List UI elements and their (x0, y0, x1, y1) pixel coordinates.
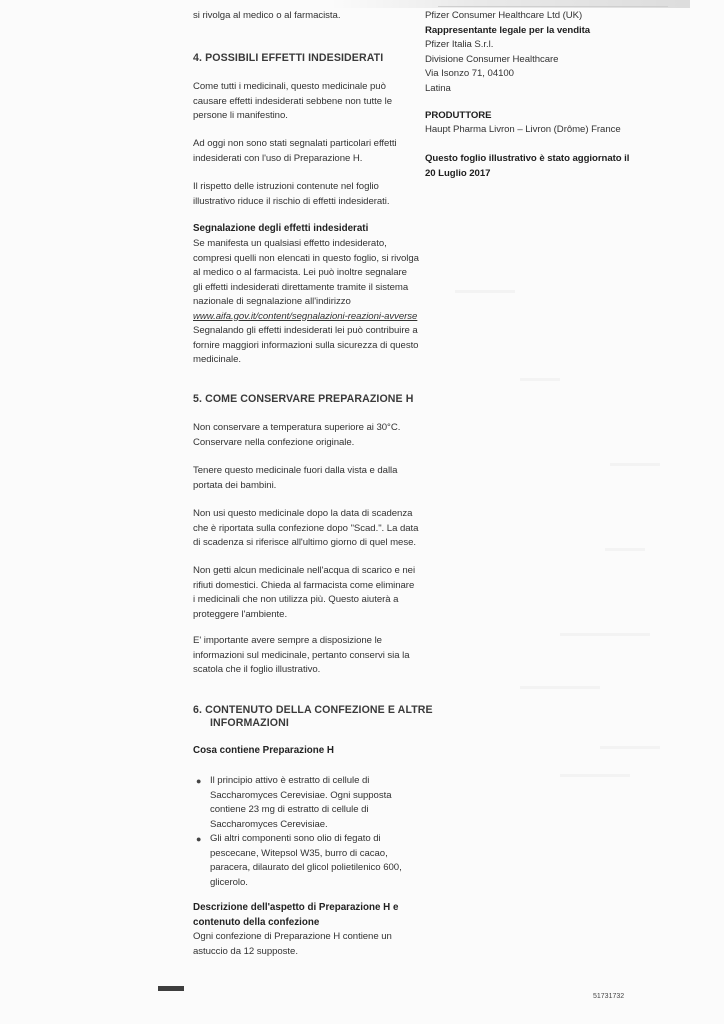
text-line: Segnalando gli effetti indesiderati lei può contribuire a (193, 325, 418, 336)
section-6-heading: 6. CONTENUTO DELLA CONFEZIONE E ALTRE (193, 704, 433, 716)
text-line: fornire maggiori informazioni sulla sicurezza di questo (193, 339, 419, 351)
list-item (193, 774, 402, 832)
bleed-through-mark (600, 746, 660, 749)
text-line: scatola che il foglio illustrativo. (193, 664, 321, 675)
text-line: Questo foglio illustrativo è stato aggiornato il (425, 153, 630, 164)
sec5-paragraph (193, 421, 400, 450)
text-line: Ad oggi non sono stati segnalati particolari effetti (193, 138, 397, 149)
sec5-paragraph (193, 564, 415, 622)
text-line: medicinale. (193, 354, 241, 365)
producer-heading: PRODUTTORE (425, 110, 492, 121)
text-line: Se manifesta un qualsiasi effetto indesiderato, (193, 238, 387, 249)
text-line: Tenere questo medicinale fuori dalla vista e dalla (193, 465, 398, 476)
text-line: Conservare nella confezione originale. (193, 436, 355, 448)
text-line: contiene 23 mg di estratto di cellule di (210, 804, 369, 815)
text-line: Il rispetto delle istruzioni contenute nel foglio (193, 181, 379, 192)
bleed-through-mark (520, 686, 600, 689)
text-line: proteggere l'ambiente. (193, 608, 288, 620)
text-line: Gli altri componenti sono olio di fegato di (210, 833, 381, 844)
scan-mark (438, 6, 668, 7)
list-item (193, 832, 402, 890)
section-6-heading-cont: INFORMAZIONI (210, 717, 289, 729)
bleed-through-mark (455, 290, 515, 293)
text-line: indesiderati con l'uso di Preparazione H. (193, 152, 363, 164)
intro-tail: si rivolga al medico o al farmacista. (193, 10, 341, 21)
text-line: i medicinali che non utilizza più. Questo aiuterà a (193, 594, 399, 605)
report-heading: Segnalazione degli effetti indesiderati (193, 223, 369, 234)
sec4-paragraph (193, 80, 392, 124)
ingredients-list (193, 774, 402, 890)
text-line: Pfizer Italia S.r.l. (425, 39, 494, 50)
text-line: Divisione Consumer Healthcare (425, 53, 559, 65)
section-4-heading: 4. POSSIBILI EFFETTI INDESIDERATI (193, 52, 384, 64)
sec5-paragraph (193, 464, 397, 493)
text-line: Latina (425, 82, 451, 94)
bleed-through-mark (520, 378, 560, 381)
text-line: Pfizer Consumer Healthcare Ltd (UK) (425, 10, 583, 21)
rep-heading: Rappresentante legale per la vendita (425, 24, 591, 36)
bleed-through-mark (610, 463, 660, 466)
bleed-through-mark (560, 774, 630, 777)
text-line: nazionale di segnalazione all'indirizzo (193, 296, 351, 307)
text-line: causare effetti indesiderati sebbene non tutte le (193, 95, 392, 107)
bleed-through-mark (560, 633, 650, 636)
text-line: Saccharomyces Cerevisiae. Ogni supposta (210, 789, 392, 801)
updated-note (425, 152, 629, 181)
text-line: glicerolo. (210, 876, 248, 888)
bleed-through-mark (605, 548, 645, 551)
text-line: di scadenza si riferisce all'ultimo giorno di quel mese. (193, 537, 416, 548)
text-line: Il principio attivo è estratto di cellule di (210, 775, 370, 786)
text-line: astuccio da 12 supposte. (193, 945, 298, 957)
description-text (193, 930, 392, 959)
contains-heading: Cosa contiene Preparazione H (193, 745, 335, 756)
aifa-link[interactable]: www.aifa.gov.it/content/segnalazioni-reazioni-avverse (193, 310, 418, 322)
text-line: Ogni confezione di Preparazione H contiene un (193, 931, 392, 942)
bullet-icon: ● (196, 834, 202, 844)
text-line: Saccharomyces Cerevisiae. (210, 818, 328, 830)
text-line: rifiuti domestici. Chieda al farmacista come eliminare (193, 579, 415, 591)
text-line: Non getti alcun medicinale nell'acqua di scarico e nei (193, 565, 416, 576)
section-5-heading: 5. COME CONSERVARE PREPARAZIONE H (193, 393, 414, 405)
text-line: Non conservare a temperatura superiore ai 30°C. (193, 422, 401, 433)
text-line: portata dei bambini. (193, 479, 277, 491)
text-line: Non usi questo medicinale dopo la data di scadenza (193, 508, 413, 519)
document-code: 51731732 (593, 993, 625, 1000)
text-line: pescecane, Witepsol W35, burro di cacao, (210, 847, 388, 859)
text-line: compresi quelli non elencati in questo foglio, si rivolga (193, 252, 419, 264)
text-line: al medico o al farmacista. Lei può inoltre segnalare (193, 267, 407, 278)
black-mark (158, 986, 184, 991)
text-line: E' importante avere sempre a disposizione le (193, 635, 382, 646)
text-line: gli effetti indesiderati direttamente tramite il sistema (193, 281, 409, 293)
text-line: persone li manifestino. (193, 110, 288, 121)
producer-text: Haupt Pharma Livron – Livron (Drôme) France (425, 124, 621, 135)
sec5-paragraph (193, 507, 418, 551)
text-line: illustrativo riduce il rischio di effetti indesiderati. (193, 195, 390, 207)
text-line: Via Isonzo 71, 04100 (425, 68, 514, 79)
description-heading (193, 901, 398, 930)
holder-block (425, 9, 590, 96)
text-line: informazioni sul medicinale, pertanto conservi sia la (193, 649, 410, 661)
bullet-icon: ● (196, 776, 202, 786)
text-line: Come tutti i medicinali, questo medicinale può (193, 81, 386, 92)
text-line: paracera, dilaurato del glicol polietilenico 600, (210, 862, 402, 873)
sec5-paragraph (193, 634, 410, 678)
text-line: contenuto della confezione (193, 916, 320, 928)
text-line: Descrizione dell'aspetto di Preparazione H e (193, 902, 399, 913)
text-line: che è riportata sulla confezione dopo "Scad.". La data (193, 522, 419, 534)
text-line: 20 Luglio 2017 (425, 167, 491, 179)
sec4-paragraph (193, 180, 390, 209)
sec4-paragraph (193, 137, 397, 166)
report-paragraph (193, 237, 419, 368)
